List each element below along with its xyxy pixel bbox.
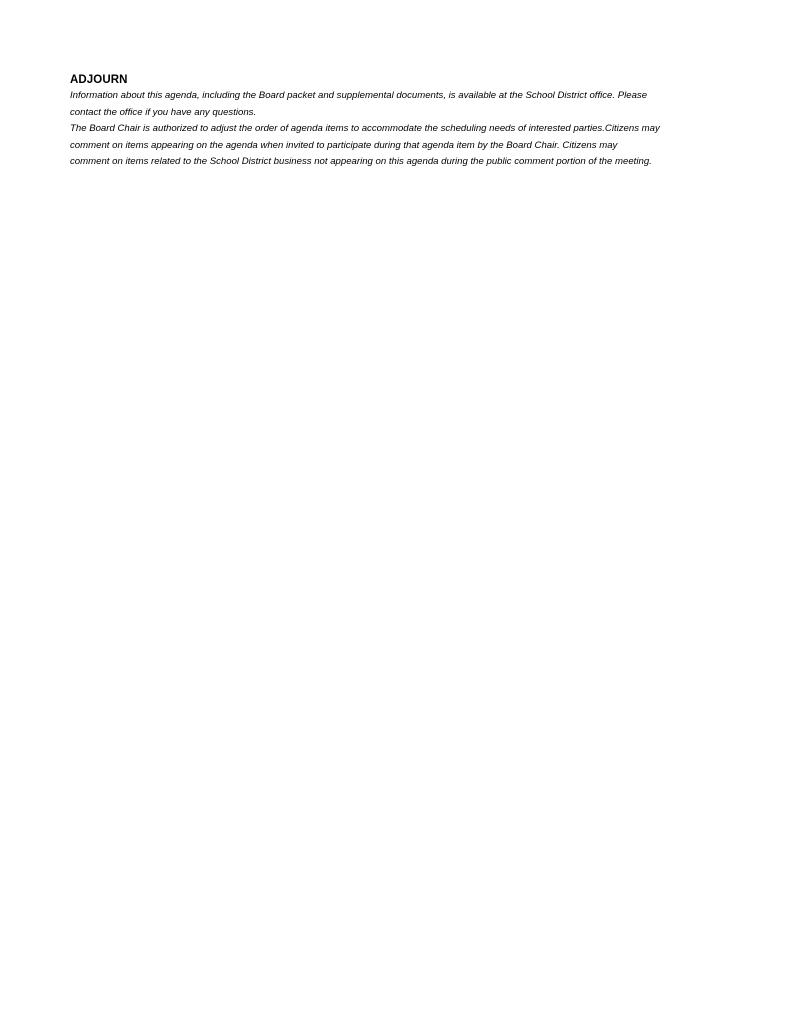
- agenda-info-line-1: Information about this agenda, including the Board packet and supplemental documents, is available at the School District office. Please: [70, 90, 648, 101]
- adjourn-heading: ADJOURN: [70, 74, 128, 86]
- board-chair-paragraph: [70, 121, 730, 171]
- board-chair-line-2: comment on items appearing on the agenda when invited to participate during that agenda item by the Board Chair. Citizens may: [70, 139, 618, 151]
- board-chair-line-1: The Board Chair is authorized to adjust the order of agenda items to accommodate the scheduling needs of interested parties.Citizens may: [70, 123, 660, 135]
- agenda-info-line-2: contact the office if you have any questions.: [70, 106, 257, 118]
- agenda-info-paragraph: [70, 88, 730, 121]
- agenda-footer-section: [70, 72, 730, 171]
- board-chair-line-3: comment on items related to the School District business not appearing on this agenda during the public comment portion of the meeting.: [70, 156, 652, 168]
